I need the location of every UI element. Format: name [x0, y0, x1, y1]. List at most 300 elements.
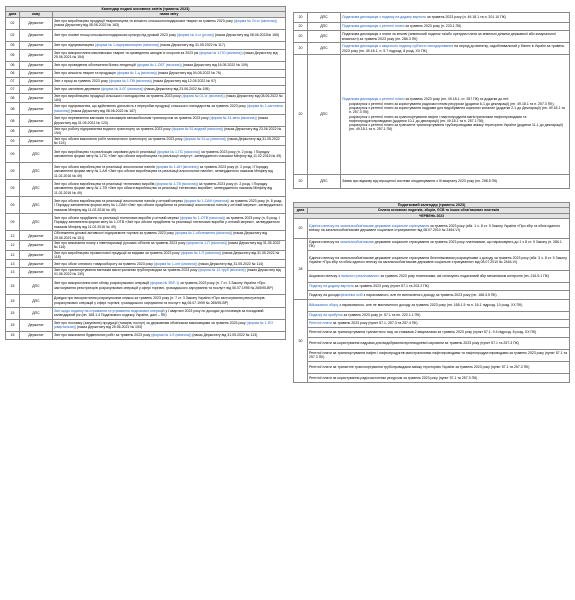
row-text: [53, 41, 286, 49]
list-item: • розрахунок з рентної плати за транзитне транспортування трубопроводами аміаку територією України (додатки 11-1 до декларації) (пп. 49.18.1 та п. 257.1 ПК): [349, 123, 568, 132]
report-link[interactable]: пального реалізованого: [340, 274, 380, 279]
table-row: [6, 331, 286, 339]
report-link[interactable]: Податкова декларація з податку на додану вартість: [342, 15, 426, 20]
row-recipient: ДПС: [308, 23, 341, 31]
report-link[interactable]: (форма № 1-П (місячна)): [180, 250, 222, 255]
report-link[interactable]: (форма № 1-П (місячна)): [186, 240, 227, 245]
row-date: 20: [294, 13, 308, 23]
row-text: [308, 290, 570, 299]
row-text: [53, 69, 286, 77]
row-recipient: Держстат: [20, 69, 53, 77]
report-link[interactable]: загальнообов'язкове: [340, 240, 374, 245]
row-recipient: Держстат: [20, 29, 53, 41]
row-recipient: Держстат: [20, 77, 53, 85]
table-row: [294, 299, 570, 311]
row-recipient: Держстат: [20, 231, 53, 241]
text-part: державне соціальне страхування за травень 2023 року платниками, що нараховують до 1 ч 8 ст. 9 Закону (п. 286.1 ПК): [309, 240, 562, 249]
report-link[interactable]: (форма № 24-сг (місячна)): [233, 18, 277, 23]
tax-calendar-title: Податковий календар (травень 2023): [294, 203, 570, 208]
col-report-name: назва звіту: [53, 12, 286, 17]
row-recipient: ДПС: [308, 55, 341, 175]
reports-calendar-table: [5, 6, 286, 340]
report-link[interactable]: Податкова декларація з акцизного податку суб'єкта господарювання: [342, 44, 454, 49]
row-date: 12: [6, 240, 20, 250]
row-date: 15: [6, 277, 20, 294]
row-recipient: Держстат: [20, 93, 53, 103]
text-part: Податкова декларація з плати за землю (земельний податок та/або орендна плата за земельні ділянки державної або комунальної власності) за травень 2023 року (пп. 286.3 ПК): [342, 32, 556, 41]
row-text: [53, 250, 286, 260]
report-link[interactable]: (форма № 1-ПО (квартальна)): [54, 320, 273, 330]
row-recipient: ДПС: [20, 180, 53, 197]
text-part: Акцизного внеску з: [309, 274, 341, 279]
row-text: [53, 331, 286, 339]
table-row: [294, 373, 570, 382]
row-date: 09: [6, 163, 20, 180]
text-part: Рентної плати за користування надрами для видобування вуглеводневої сировини за травень 2023 року (пункт 57.1 та 257.3 ПК): [309, 341, 519, 346]
table-row: [294, 175, 570, 189]
text-part: Звіт про обсяг оптового товарообороту за травень 2023 року: [54, 261, 154, 266]
text-part: з нарахованого, але не виплаченого доходу за травень 2023 року (пп. 168.1.5 та п. 16-1 підрозд. 10 розд. ХХ ПК): [338, 303, 523, 308]
text-part: (наказ Держстату від 31.05.2022 № 116): [54, 240, 281, 250]
row-date: 13: [6, 268, 20, 278]
text-part: (наказ Держстату від 08.06.2022№ 165): [213, 32, 280, 37]
text-part: Звіт про обсяги виробництва та реалізації алкогольних напоїв у оптовій мережі: [54, 198, 184, 203]
row-text: Податкова декларація з рентної плати за травень 2023 року (пп. 49.18.1, ст. 257 ПК) та додатки до неї: • розрахунок з рентної плати за користування радіочастотним ресурсом (додатки 6-1 до декларації) (пп. 49.18.1 та п. 257.3 ПК); • розрахунок з рентної плати за користування надрами для видобування корисних копалин (додатки 2-1 до Декларації) (пп. 49.18.1 та п. 257.3 ПК); • розрахунок з рентної плати за транспортування нафти і нафтопродуктів магістральними нафтопроводами та нафтопродуктопроводами (додатки 10-1 до декларації) (пп. 49.18.1 та п. 257.1 ПК); • розрахунок з рентної плати за транзитне транспортування трубопроводами аміаку територією України (додатки 11-1 до декларації) (пп. 49.18.1 та п. 257.1 ПК): [341, 55, 570, 175]
row-text: [341, 31, 570, 43]
table-row: [6, 277, 286, 294]
report-link[interactable]: (форма № 1-ПС (місячна)): [156, 150, 201, 155]
report-link[interactable]: (форма № 1-б (місячна)): [151, 333, 192, 338]
text-part: (наказ Держстату від 01.06.2022 № 130): [54, 268, 281, 277]
row-text: [53, 146, 286, 163]
row-date: 06: [6, 61, 20, 69]
table-row: [6, 85, 286, 93]
text-part: Звіт про обсяги виробництва та реалізації тютюнових виробів: [54, 181, 156, 186]
declarations-table: [293, 12, 570, 189]
row-recipient: Держстат: [20, 250, 53, 260]
text-part: Рентної плати за транзитне транспортування трубопроводами аміаку територією України за травень 2023 року (пункт 57.1 та 257.3 ПК): [309, 365, 530, 370]
row-date: 07: [6, 77, 20, 85]
table-row: [6, 231, 286, 241]
row-text: [53, 277, 286, 294]
text-part: Звіт про виробництво продукції тваринництва та кількість сільськогосподарських тварин за травень 2023 року: [54, 18, 234, 23]
table-row: [6, 214, 286, 231]
text-part: Звіт про виконання будівельних робіт за травень 2023 року: [54, 333, 152, 338]
col-payments: Сплата основних податків, зборів, ЄСВ та інших обов'язкових платежів: [308, 208, 570, 213]
row-text: [53, 231, 286, 241]
row-recipient: ДПС: [308, 43, 341, 55]
row-date: 28: [294, 238, 308, 299]
text-part: (наказ Держстату від 25.06.2021 № 153): [75, 325, 143, 330]
table-row: [6, 294, 286, 307]
row-date: 09: [6, 136, 20, 146]
text-part: Звіт про роботу підприємства водного транспорту за травень 2023 року: [54, 127, 172, 132]
row-text: [308, 349, 570, 361]
row-recipient: Держстат: [20, 331, 53, 339]
table-row: [294, 31, 570, 43]
row-date: 02: [6, 17, 20, 29]
row-recipient: Держстат: [20, 319, 53, 331]
table-row: [294, 55, 570, 175]
reports-calendar-title: Календар подачі основних звітів (травень 2023): [6, 7, 286, 12]
rent-declaration-link[interactable]: Податкова декларація з рентної плати: [342, 97, 405, 102]
table-row: [6, 49, 286, 61]
text-part: Звіт про заготівлю деревини: [54, 86, 102, 91]
text-part: (наказ Держстату від 23.06.2022 № 194): [54, 127, 282, 136]
text-part: Рентної плати за транспортування нафти і нафтопродуктів магістральними нафтопроводами та нафтопродуктопроводами за травень 2023 року (пункт 57.1 та 257.3 ПК): [309, 351, 568, 360]
table-row: [6, 163, 286, 180]
row-text: [53, 319, 286, 331]
report-link[interactable]: Рентної плати: [309, 321, 332, 326]
text-part: (наказ Держстату від 31.05.2022 № 113): [191, 333, 258, 338]
row-recipient: Держстат: [20, 240, 53, 250]
row-date: 20: [294, 175, 308, 189]
table-row: [6, 136, 286, 146]
right-top-panel: [293, 12, 570, 189]
table-row: [6, 93, 286, 103]
text-part: Звіт про проведення обстеження бізнес-тенденцій: [54, 62, 137, 67]
report-link[interactable]: (форма № ЗВР-1): [150, 281, 180, 286]
row-date: 15: [6, 294, 20, 307]
row-text: [53, 93, 286, 103]
row-date: 20: [294, 31, 308, 43]
text-part: Звіт про виробництво та реалізацію сировини для їх реалізації: [54, 150, 157, 155]
row-text: [308, 282, 570, 290]
reports-calendar-body: [6, 17, 286, 339]
row-date: 09: [6, 214, 20, 231]
table-row: [294, 311, 570, 319]
row-text: [53, 49, 286, 61]
table-row: [294, 218, 570, 238]
row-date: 13: [6, 260, 20, 268]
row-date: 09: [6, 180, 20, 197]
text-part: Звіт про виконання плану з інвентаризації рухомих об'єктів за травень 2023 року: [54, 240, 187, 245]
table-row: [6, 103, 286, 115]
text-part: Звіт про виробництво промислової продукції за видами за травень 2023 року: [54, 250, 181, 255]
row-date: 20: [294, 43, 308, 55]
text-part: (наказ Держстату від 25.06.2021 № 151): [54, 231, 268, 240]
row-date: 08: [6, 127, 20, 137]
table-row: [6, 240, 286, 250]
text-part: за травень 2023 року (пункт 57.1 та 203.2 ПК): [353, 284, 429, 289]
row-text: [308, 238, 570, 250]
text-part: Звіт про кількість тварин та продукцію: [54, 70, 117, 75]
text-part: (наказ Держстату від 31.05.2022 № 124): [54, 136, 280, 146]
row-text: [308, 337, 570, 349]
text-part: Довідка про використання розрахункових книжок за травень 2023 року (п. 7 ст. 3 Закону України «Про застосування реєстраторів розрахункових операцій у сфері торгівлі, громадського харчування та послуг» від 06.07.1995 № 265/95-ВР): [54, 296, 265, 305]
row-recipient: Держстат: [20, 61, 53, 69]
row-text: [341, 23, 570, 31]
report-link[interactable]: (форма № 1-ПО (місячна)): [199, 50, 243, 55]
row-recipient: ДПС: [308, 175, 341, 189]
row-text: [308, 361, 570, 373]
declarations-body: [294, 13, 570, 189]
report-link[interactable]: фізичних осіб: [340, 292, 363, 297]
row-recipient: Держстат: [20, 41, 53, 49]
col-date: дата: [6, 12, 20, 17]
row-date: 15: [6, 319, 20, 331]
col-date: дата: [294, 208, 308, 213]
text-part: (наказ Держстату від 08.06.2022 № 167): [70, 108, 137, 113]
table-row: [6, 41, 286, 49]
row-text: [53, 180, 286, 197]
report-link[interactable]: (форма № 1-ПВ (місячна)): [108, 78, 152, 83]
text-part: (наказ Держстату від 31.05.2022 № 117): [159, 42, 225, 47]
text-part: за травень 2023 року (п. 7 ст. 3 Закону України «Про застосування реєстраторів розрахункових операцій у сфері торгівлі, громадського харчування та послуг» від 06.07.1995 № 265/95-ВР): [54, 281, 274, 290]
table-row: [6, 146, 286, 163]
row-text: [308, 373, 570, 382]
text-part: за травень 2023 року (п. 2 розд. I Порядку заповнення форми звіту № 1-ПС «Звіт про обсяги виробництва та реалізації спирту», затвердженого наказом Мінфіну від 11.02.2016 № 49): [54, 150, 282, 159]
text-part: (наказ Держстату від 31.05.2022 № 114): [197, 261, 264, 266]
report-link[interactable]: (форма № 31-авто (місячна)): [209, 116, 257, 121]
report-link[interactable]: (форма № 3-ЛГ (місячна)): [101, 86, 144, 91]
text-part: Звіт про використання книг обліку розрахункових операцій: [54, 281, 151, 286]
row-recipient: Держстат: [20, 268, 53, 278]
table-row: [294, 337, 570, 349]
text-part: Єдиного внеску на загальнообов'язкове державне соціальне страхування безготівковими розрахунками з доходу за травень 2023 року (абз. 3 ч. 8 ст. 9 Закону України «Про збір та облік єдиного внеску на загальнообов'язкове державне соціальне страхування» від 08.07.2010 № 2464-VI): [309, 256, 567, 265]
row-date: 02: [6, 29, 20, 41]
table-row: [294, 327, 570, 337]
table-row: [294, 270, 570, 282]
row-date: 06: [6, 69, 20, 77]
table-row: [294, 361, 570, 373]
row-text: [53, 260, 286, 268]
text-part: за травень 2023 року (абз. 1 ч. 8 ст. 9 Закону України «Про збір та облік єдиного внеску на загальнообов'язкове державне соціальне страхування» від 08.07.2010 № 2464-VI): [309, 224, 561, 233]
row-text: [341, 43, 570, 55]
table-row: [6, 319, 286, 331]
report-link[interactable]: (форма № 1-підприємництво (місячна)): [95, 42, 160, 47]
row-recipient: ДПС: [20, 197, 53, 214]
row-date: 15: [6, 307, 20, 319]
table-row: [6, 17, 286, 29]
row-recipient: ДПС: [308, 13, 341, 23]
report-link[interactable]: (форма № 4-сг (річна)): [176, 32, 214, 37]
table-row: [6, 127, 286, 137]
table-row: [294, 349, 570, 361]
text-part: (наказ Держстату від 31.05.2022 № 118): [54, 250, 280, 259]
text-part: (наказ Держстату від 25.06.2021 № 154): [54, 50, 278, 60]
report-link[interactable]: (форма № 1-ц (місячна)): [116, 70, 157, 75]
table-row: [6, 29, 286, 41]
report-link[interactable]: Податкова декларація з рентної плати: [342, 24, 405, 29]
row-text: [53, 214, 286, 231]
month-section: ЧЕРВЕНЬ 2023: [294, 213, 570, 218]
row-recipient: Держстат: [20, 103, 53, 115]
row-text: [53, 294, 286, 307]
report-link[interactable]: (форма № 1-АН (місячна)): [155, 164, 199, 169]
row-recipient: ДПС: [20, 307, 53, 319]
row-date: 07: [6, 85, 20, 93]
row-date: 12: [6, 231, 20, 241]
text-part: Звіт про транспортування вантажів магістральним трубопроводом за травень 2023 року: [54, 268, 199, 273]
report-link[interactable]: (форма № 51-ш (місячна)): [183, 136, 227, 141]
row-recipient: Держстат: [20, 115, 53, 127]
report-link[interactable]: Військового збору: [309, 303, 339, 308]
report-link[interactable]: Податку на додану вартість: [309, 284, 354, 289]
row-text: [53, 268, 286, 278]
table-row: [6, 260, 286, 268]
text-part: за травень 2023 року (п. 49.18.1 та п. 201.10 ПК): [426, 15, 506, 20]
row-text: [53, 163, 286, 180]
row-date: 20: [294, 23, 308, 31]
row-text: [308, 270, 570, 282]
text-part: (наказ Держстату від 23.06.2022 № 195): [143, 86, 210, 91]
text-part: за травень 2023 року (пункт 57.1, 257.3 та 257.4 ПК): [331, 321, 418, 326]
report-link[interactable]: (форма № 51-водний (місячна)): [171, 127, 224, 132]
report-link[interactable]: (форма № 1-ОБТ (місячна)): [136, 62, 182, 67]
text-part: (наказ Держстату від 12.05.2022 № 97): [151, 78, 217, 83]
row-recipient: Держстат: [20, 17, 53, 29]
table-row: [6, 61, 286, 69]
report-link[interactable]: Податку на прибуток: [309, 313, 343, 318]
table-row: [6, 115, 286, 127]
text-part: за травень 2023 року (п. 2 розд. I Порядку заповнення форми звіту № 1-АН «Звіт про обсяги виробництва та реалізації алкогольних напоїв», затвердженого наказом Мінфіну від 11.02.2016 № 49): [54, 164, 273, 178]
row-text: [53, 61, 286, 69]
row-text: [53, 240, 286, 250]
text-part: Податку на доходи: [309, 292, 341, 297]
row-date: 05: [6, 41, 20, 49]
list-item: • розрахунок з рентної плати за користування радіочастотним ресурсом (додатки 6-1 до декларації) (пп. 49.18.1 та п. 257.3 ПК);: [349, 102, 568, 106]
row-text: [308, 319, 570, 327]
text-part: (наказ Держстату від 08.06.2022 № 164): [54, 93, 283, 102]
table-row: [294, 282, 570, 290]
row-text: [53, 17, 286, 29]
tax-calendar-table: [293, 202, 570, 383]
row-text: [53, 103, 286, 115]
table-row: [294, 319, 570, 327]
row-text: Заява про відмову від спрощеної системи оподаткування з ІІІ кварталу 2023 року (пп. 298.5 ПК): [341, 175, 570, 189]
row-date: 12: [6, 250, 20, 260]
text-part: Звіт про посівні площі сільськогосподарських культур під урожай 2023 року: [54, 32, 177, 37]
tax-calendar-body: [294, 218, 570, 382]
row-text: [53, 77, 286, 85]
row-text: [308, 250, 570, 270]
row-text: [308, 327, 570, 337]
text-part: Звіт про підприємництво: [54, 42, 96, 47]
row-text: [308, 311, 570, 319]
text-part: за травень 2023 року (п. 8 розд. I Порядку заповнення форми звіту № 1-ОТВ «Звіт про обсяги придбання та реалізації тютюнових виробів у оптовій мережі», затвердженого наказом Мінфіну від 11.02.2016 № 49): [54, 215, 280, 229]
text-part: (наказ Держстату від 31.05.2022 № 123): [54, 116, 268, 125]
row-recipient: Держстат: [20, 127, 53, 137]
row-recipient: ДПС: [20, 294, 53, 307]
report-link[interactable]: (форма № 1-обстеження (місячна)): [174, 231, 233, 236]
row-date: 09: [6, 197, 20, 214]
text-part: Звіт з праці за травень 2023 року: [54, 78, 109, 83]
text-part: Звіт про виробництво продукції сільського господарства за травень 2023 року: [54, 93, 182, 98]
text-part: Єдиного внеску на: [309, 240, 341, 245]
table-row: [6, 180, 286, 197]
table-row: [294, 238, 570, 250]
text-part: Рентної плати за користування радіочастотним ресурсом за травень 2023 року (пункт 57.1 та 257.3 ПК): [309, 375, 478, 380]
row-recipient: Держстат: [20, 260, 53, 268]
row-recipient: ДПС: [20, 163, 53, 180]
row-date: 08: [6, 103, 20, 115]
text-part: за травень 2023 року платниками, які сплачують податковий збір механізмом контролю (пп. 216.5.1 ПК): [379, 274, 549, 279]
text-part: у І кварталі 2023 року по доходах до іноземців за посадовий календарний рік (пп. 168.1.4 Податкового кодексу України, далі – ПК): [54, 308, 264, 318]
text-part: Звіт про обсяги виробництва та реалізації алкогольних напоїв: [54, 164, 156, 169]
row-text: [53, 197, 286, 214]
report-link[interactable]: (форма № 1-заготівля (місячна)): [54, 104, 283, 113]
row-text: [308, 299, 570, 311]
row-text: [53, 136, 286, 146]
left-calendar-panel: [5, 6, 286, 340]
row-recipient: ДПС: [20, 214, 53, 231]
row-recipient: ДПС: [308, 31, 341, 43]
report-link[interactable]: (форма № 01-сг (місячна)): [181, 93, 225, 98]
table-row: [6, 250, 286, 260]
row-recipient: ДПС: [20, 146, 53, 163]
text-part: Рентної плати за транспортування транзитного газу за ставками 2 кварталами за травень 2023 року (пункт 57.1, 9.4 підрозд. 8 розд. ХХ ПК): [309, 330, 537, 335]
row-date: 15: [6, 331, 20, 339]
table-row: [6, 268, 286, 278]
right-bottom-panel: [293, 202, 570, 383]
row-text: [53, 115, 286, 127]
report-link[interactable]: (форма № 12-труб (місячна)): [198, 268, 246, 273]
text-part: Звіт про поставку (закупівлю) продукції (товарів, послуг) за державним обов'язком виконавцями за травень 2023 року: [54, 320, 247, 325]
text-part: на період до винятку, оздоблювальний у бізнес в Україні за травень 2023 року (пп. 49.18.1, п. 9.7 підрозд. 8 розд. ХХ ПК): [342, 44, 565, 53]
text-part: Звіт про використання мисливських тварин та проведення заходів їх охорони за 2023 рік: [54, 50, 200, 55]
attachments-list: [342, 102, 568, 132]
table-row: [6, 77, 286, 85]
text-part: за травень 2023 року (п. 223.1 ПК): [404, 24, 462, 29]
text-part: Звіт про перевезення вантажів та пасажирів автомобільним транспортом за травень 2023 року: [54, 116, 210, 121]
text-part: за травень 2023 року (п. 57.1 та пп. 222.1.1 ПК): [342, 313, 421, 318]
row-date: 08: [6, 93, 20, 103]
table-row: [294, 290, 570, 299]
list-item: • розрахунок з рентної плати за користування надрами для видобування корисних копалин (додатки 2-1 до Декларації) (пп. 49.18.1 та п. 257.3 ПК);: [349, 106, 568, 115]
text-part: Звіт про обсяги виконання робіт залізничного транспорту за травень 2023 року: [54, 136, 184, 141]
report-link[interactable]: Єдиного внеску на загальнообов'язкове державне соціальне страхування: [309, 224, 430, 229]
text-part: за травень 2023 року (п. 8 розд. I Порядку заповнення форми звіту № 1-ОАН «Звіт про обсяги придбання та реалізації алкогольних напоїв у оптовій мережі», затвердженого наказом Мінфіну від 11.02.2016 № 49): [54, 198, 283, 212]
row-text: [53, 307, 286, 319]
text-part: Обстеження ділової активності підприємств торгівлі за травень 2023 року: [54, 231, 175, 236]
text-part: (наказ Держстату від 08.06.2022 № 163): [54, 23, 120, 28]
text-part: Звіт про підприємства, що здійснюють діяльність з переробки продукції сільського господарства за травень 2023 року: [54, 104, 247, 109]
row-text: [53, 127, 286, 137]
table-row: [294, 23, 570, 31]
text-part: за травень 2023 року (п. 2 розд. I Порядку заповнення форми звіту № 1-ТВ «Звіт про обсяги виробництва та реалізації тютюнових виробів», затвердженого наказом Мінфіну від 11.02.2016 № 49): [54, 181, 273, 195]
report-link[interactable]: (форма № 1-ОТВ (місячна)): [179, 215, 226, 220]
table-row: [294, 13, 570, 23]
col-recipient: кому: [20, 12, 53, 17]
list-item: • розрахунок з рентної плати за транспортування нафти і нафтопродуктів магістральними нафтопроводами та нафтопродуктопроводами (додатки 10-1 до декларації) (пп. 49.18.1 та п. 257.1 ПК);: [349, 115, 568, 124]
table-row: [6, 197, 286, 214]
row-date: 05: [6, 49, 20, 61]
report-link[interactable]: (форма № 1-опт (місячна)): [153, 261, 198, 266]
row-date: 20: [294, 55, 308, 175]
row-text: [53, 29, 286, 41]
text-part: з нарахованого, але не виплаченого доходу за травень 2023 року (пп. 168.3.5 ПК): [362, 292, 497, 297]
row-recipient: ДПС: [20, 277, 53, 294]
text-part: (наказ Держстату від 04.05.2022 № 76): [156, 70, 222, 75]
row-recipient: Держстат: [20, 85, 53, 93]
row-recipient: Держстат: [20, 136, 53, 146]
row-text: [308, 218, 570, 238]
row-recipient: Держстат: [20, 49, 53, 61]
table-row: [294, 250, 570, 270]
table-row: [6, 69, 286, 77]
text-part: (наказ Держстату від 16.05.2022 № 109): [181, 62, 248, 67]
report-link[interactable]: (форма № 1-ТВ (місячна)): [155, 181, 198, 186]
report-link[interactable]: (форма № 1-ОАН (місячна)): [183, 198, 230, 203]
row-date: 08: [6, 115, 20, 127]
text-part: Звіт про обсяги придбання та реалізації тютюнових виробів у оптовій мережі: [54, 215, 180, 220]
table-row: [6, 307, 286, 319]
row-text: [341, 13, 570, 23]
report-link[interactable]: Звіт щодо податку на отримання та утримання податкових операцій: [54, 308, 165, 313]
row-date: 09: [6, 146, 20, 163]
table-row: [294, 43, 570, 55]
